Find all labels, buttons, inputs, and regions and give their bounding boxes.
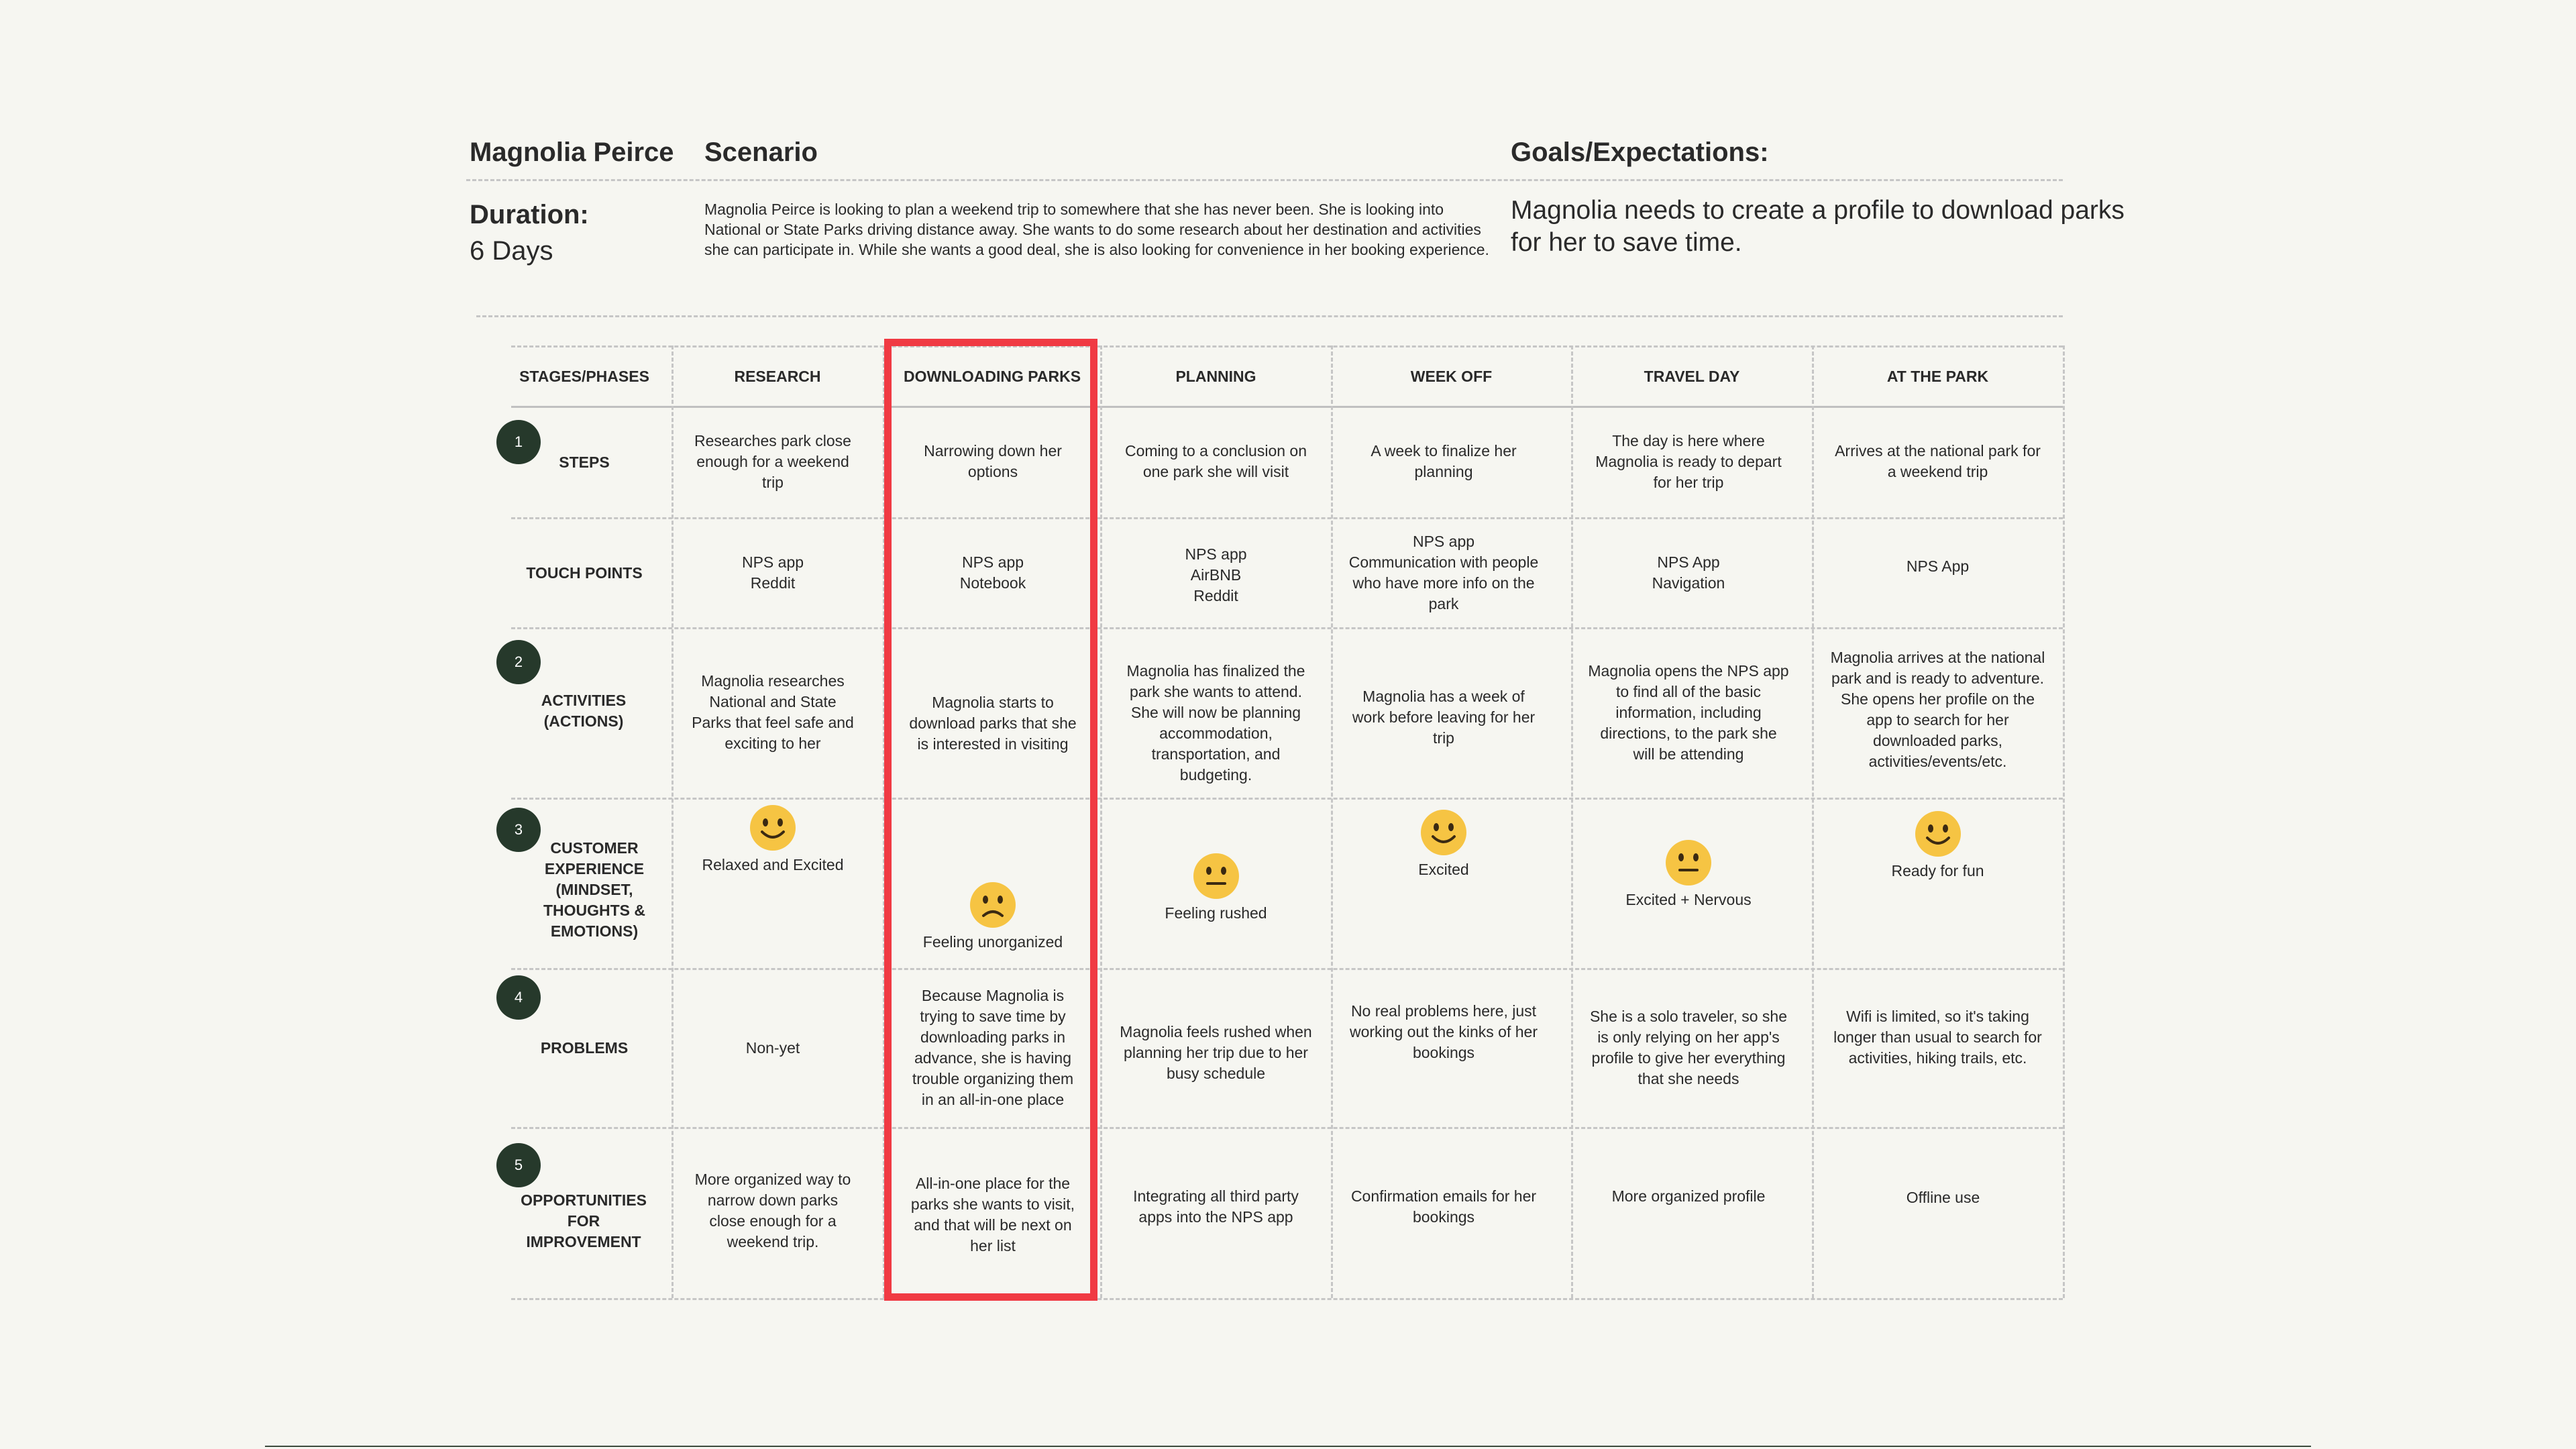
stage-downloading-parks: DOWNLOADING PARKS: [903, 367, 1081, 385]
steps-at-the-park: Arrives at the national park for a weekend trip: [1835, 442, 2041, 480]
duration-label: Duration:: [470, 200, 589, 229]
stage-at-the-park: AT THE PARK: [1886, 367, 1989, 385]
neutral-face-icon: [1664, 839, 1713, 887]
touchpoints-at-the-park: NPS App: [1906, 557, 1970, 575]
experience-research: [674, 804, 872, 874]
stage-travel-day: TRAVEL DAY: [1644, 367, 1740, 385]
activities-week-off: Magnolia has a week of work before leaving for her trip: [1352, 687, 1536, 747]
duration-value: 6 Days: [470, 236, 553, 266]
corner-label: STAGES/PHASES: [519, 367, 649, 385]
persona-name: Magnolia Peirce: [470, 138, 674, 167]
stage-planning: PLANNING: [1175, 367, 1256, 385]
neutral-face-icon: [1192, 852, 1240, 900]
happy-face-icon: [1914, 810, 1962, 858]
opportunities-research: More organized way to narrow down parks close enough for a weekend trip.: [694, 1171, 851, 1250]
opportunities-planning: Integrating all third party apps into the NPS app: [1133, 1187, 1299, 1226]
problems-research: Non-yet: [745, 1038, 800, 1057]
happy-face-icon: [749, 804, 797, 852]
step-badge-4: 4: [496, 975, 541, 1020]
scenario-text: Magnolia Peirce is looking to plan a weekend trip to somewhere that she has never been. She is looking into National or State Parks driving distance away. She wants to do some research about her destination and activities she can participate in. While she wants a good deal, she is also looking for convenience in her booking experience.: [704, 201, 1489, 258]
step-badge-1: 1: [496, 420, 541, 464]
section-divider: [476, 315, 2063, 317]
experience-travel-day: [1573, 839, 1804, 909]
stage-research: RESEARCH: [734, 367, 821, 385]
scenario-heading: Scenario: [704, 138, 818, 167]
problems-planning: Magnolia feels rushed when planning her trip due to her busy schedule: [1120, 1022, 1312, 1082]
experience-at-the-park: [1814, 810, 2061, 880]
experience-label: Excited: [1418, 861, 1469, 878]
opportunities-week-off: Confirmation emails for her bookings: [1350, 1187, 1537, 1226]
problems-week-off: No real problems here, just working out the kinks of her bookings: [1350, 1002, 1538, 1061]
step-badge-3: 3: [496, 808, 541, 852]
goals-heading: Goals/Expectations:: [1511, 138, 1769, 167]
activities-at-the-park: Magnolia arrives at the national park and is ready to adventure. She opens her profile on the app to search for her downloaded parks, activities/events/etc.: [1830, 649, 2045, 770]
experience-label: Excited + Nervous: [1625, 891, 1752, 908]
activities-research: Magnolia researches National and State Parks that feel safe and exciting to her: [692, 672, 854, 752]
steps-research: Researches park close enough for a weekend trip: [694, 431, 851, 491]
experience-label: Feeling unorganized: [922, 933, 1063, 951]
goals-text: Magnolia needs to create a profile to download parks for her to save time.: [1511, 196, 2125, 257]
touchpoints-research: NPS app Reddit: [741, 553, 804, 592]
happy-face-icon: [1419, 808, 1468, 857]
row-label-problems: PROBLEMS: [540, 1038, 629, 1057]
steps-travel-day: The day is here where Magnolia is ready to depart for her trip: [1595, 431, 1782, 491]
touchpoints-planning: NPS app AirBNB Reddit: [1185, 545, 1247, 604]
problems-at-the-park: Wifi is limited, so it's taking longer than usual to search for activities, hiking trails, etc.: [1833, 1007, 2042, 1067]
stage-week-off: WEEK OFF: [1410, 367, 1493, 385]
activities-planning: Magnolia has finalized the park she wants to attend. She will now be planning accommodation, transportation, and budgeting.: [1126, 662, 1305, 784]
step-badge-5: 5: [496, 1143, 541, 1187]
steps-downloading-parks: Narrowing down her options: [924, 442, 1062, 480]
problems-travel-day: She is a solo traveler, so she is only relying on her app's profile to give her everything that she needs: [1589, 1008, 1788, 1087]
row-label-activities: ACTIVITIES (ACTIONS): [541, 692, 627, 730]
row-label-steps: STEPS: [559, 453, 610, 471]
opportunities-downloading-parks: All-in-one place for the parks she wants to visit, and that will be next on her list: [910, 1174, 1075, 1254]
opportunities-at-the-park: Offline use: [1906, 1189, 1980, 1206]
experience-label: Feeling rushed: [1165, 904, 1267, 922]
header-divider: [466, 179, 2063, 181]
activities-downloading-parks: Magnolia starts to download parks that she is interested in visiting: [909, 693, 1077, 753]
experience-label: Ready for fun: [1891, 862, 1984, 879]
steps-planning: Coming to a conclusion on one park she will visit: [1124, 442, 1307, 480]
row-label-customer-experience: CUSTOMER EXPERIENCE (MINDSET, THOUGHTS & EMOTIONS): [543, 839, 646, 940]
activities-travel-day: Magnolia opens the NPS app to find all of the basic information, including directions, to the park she will be attending: [1588, 661, 1789, 763]
steps-week-off: A week to finalize her planning: [1371, 442, 1517, 480]
touchpoints-week-off: NPS app Communication with people who have more info on the park: [1348, 533, 1539, 612]
experience-week-off: [1333, 808, 1554, 879]
touchpoints-travel-day: NPS App Navigation: [1652, 553, 1725, 592]
touchpoints-downloading-parks: NPS app Notebook: [959, 553, 1026, 592]
experience-label: Relaxed and Excited: [702, 856, 844, 873]
bottom-divider: [265, 1446, 2311, 1447]
problems-downloading-parks: Because Magnolia is trying to save time by downloading parks in advance, she is having trouble organizing them in an all-in-one place: [912, 987, 1074, 1108]
row-label-opportunities: OPPORTUNITIES FOR IMPROVEMENT: [521, 1191, 647, 1250]
experience-planning: [1102, 852, 1330, 922]
downloading-parks-highlight: [884, 339, 1097, 1301]
table-bottom-line: [511, 1298, 2063, 1300]
opportunities-travel-day: More organized profile: [1611, 1187, 1766, 1205]
step-badge-2: 2: [496, 640, 541, 684]
row-label-touch-points: TOUCH POINTS: [526, 564, 643, 582]
